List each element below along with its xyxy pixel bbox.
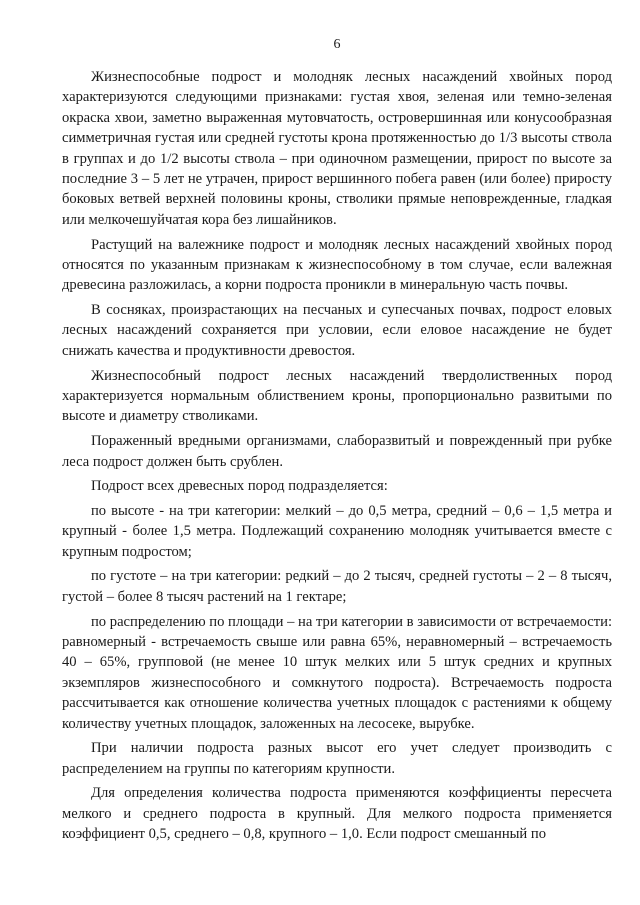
- paragraph-by-distribution: по распределению по площади – на три категории в зависимости от встречаемости: равномерный - встречаемость свыше или равна 65%, неравномерный – встречаемость 40 – 65%, групповой (не менее 10 штук мелких или 5 штук средних и крупных экземпляров жизнеспособного и сомкнутого подроста). Встречаемость подроста рассчитывается как отношение количества учетных площадок с растениями к общему количеству учетных площадок, заложенных на лесосеке, вырубке.: [62, 613, 612, 732]
- paragraph-mixed-heights: При наличии подроста разных высот его учет следует производить с распределением на группы по категориям крупности.: [62, 740, 612, 777]
- paragraph-viable-conifer-undergrowth: Жизнеспособные подрост и молодняк лесных насаждений хвойных пород характеризуются следующими признаками: густая хвоя, зеленая или темно-зеленая окраска хвои, заметно выраженная мутовчатость, островершинная или конусообразная симметричная густая или средней густоты крона протяженностью до 1/3 высоты ствола в группах и до 1/2 высоты ствола – при одиночном размещении, прирост по высоте за последние 3 – 5 лет не утрачен, прирост вершинного побега равен (или более) приросту боковых ветвей верхней половины кроны, стволики прямые неповрежденные, гладкая или мелкочешуйчатая кора без лишайников.: [62, 69, 612, 228]
- paragraph-pine-stands: В сосняках, произрастающих на песчаных и супесчаных почвах, подрост еловых лесных насаждений сохраняется при условии, если еловое насаждение не будет снижать качества и продуктивности древостоя.: [62, 302, 612, 359]
- paragraph-by-height: по высоте - на три категории: мелкий – до 0,5 метра, средний – 0,6 – 1,5 метра и крупный - более 1,5 метра. Подлежащий сохранению молодняк учитывается вместе с крупным подростом;: [62, 502, 612, 560]
- page-number: 6: [333, 37, 341, 52]
- paragraph-conversion-coefficients: Для определения количества подроста применяются коэффициенты пересчета мелкого и среднего подроста в крупный. Для мелкого подроста применяется коэффициент 0,5, среднего – 0,8, крупного – 1,0. Если подрост смешанный по: [62, 785, 612, 843]
- paragraph-hardwood-undergrowth: Жизнеспособный подрост лесных насаждений твердолиственных пород характеризуется нормальным облиствением кроны, пропорционально развитыми по высоте и диаметру стволиками.: [62, 367, 612, 425]
- paragraph-by-density: по густоте – на три категории: редкий – до 2 тысяч, средней густоты – 2 – 8 тысяч, густой – более 8 тысяч растений на 1 гектаре;: [62, 568, 612, 605]
- paragraph-classification-intro: Подрост всех древесных пород подразделяется:: [91, 478, 388, 495]
- document-body: [62, 67, 612, 849]
- paragraph-undergrowth-on-deadwood: Растущий на валежнике подрост и молодняк лесных насаждений хвойных пород относятся по указанным признакам к жизнеспособному в том случае, если валежная древесина разложилась, а корни подроста проникли в минеральную часть почвы.: [62, 236, 612, 294]
- paragraph-damaged-undergrowth: Пораженный вредными организмами, слаборазвитый и поврежденный при рубке леса подрост должен быть срублен.: [62, 433, 612, 470]
- document-page: [62, 0, 612, 905]
